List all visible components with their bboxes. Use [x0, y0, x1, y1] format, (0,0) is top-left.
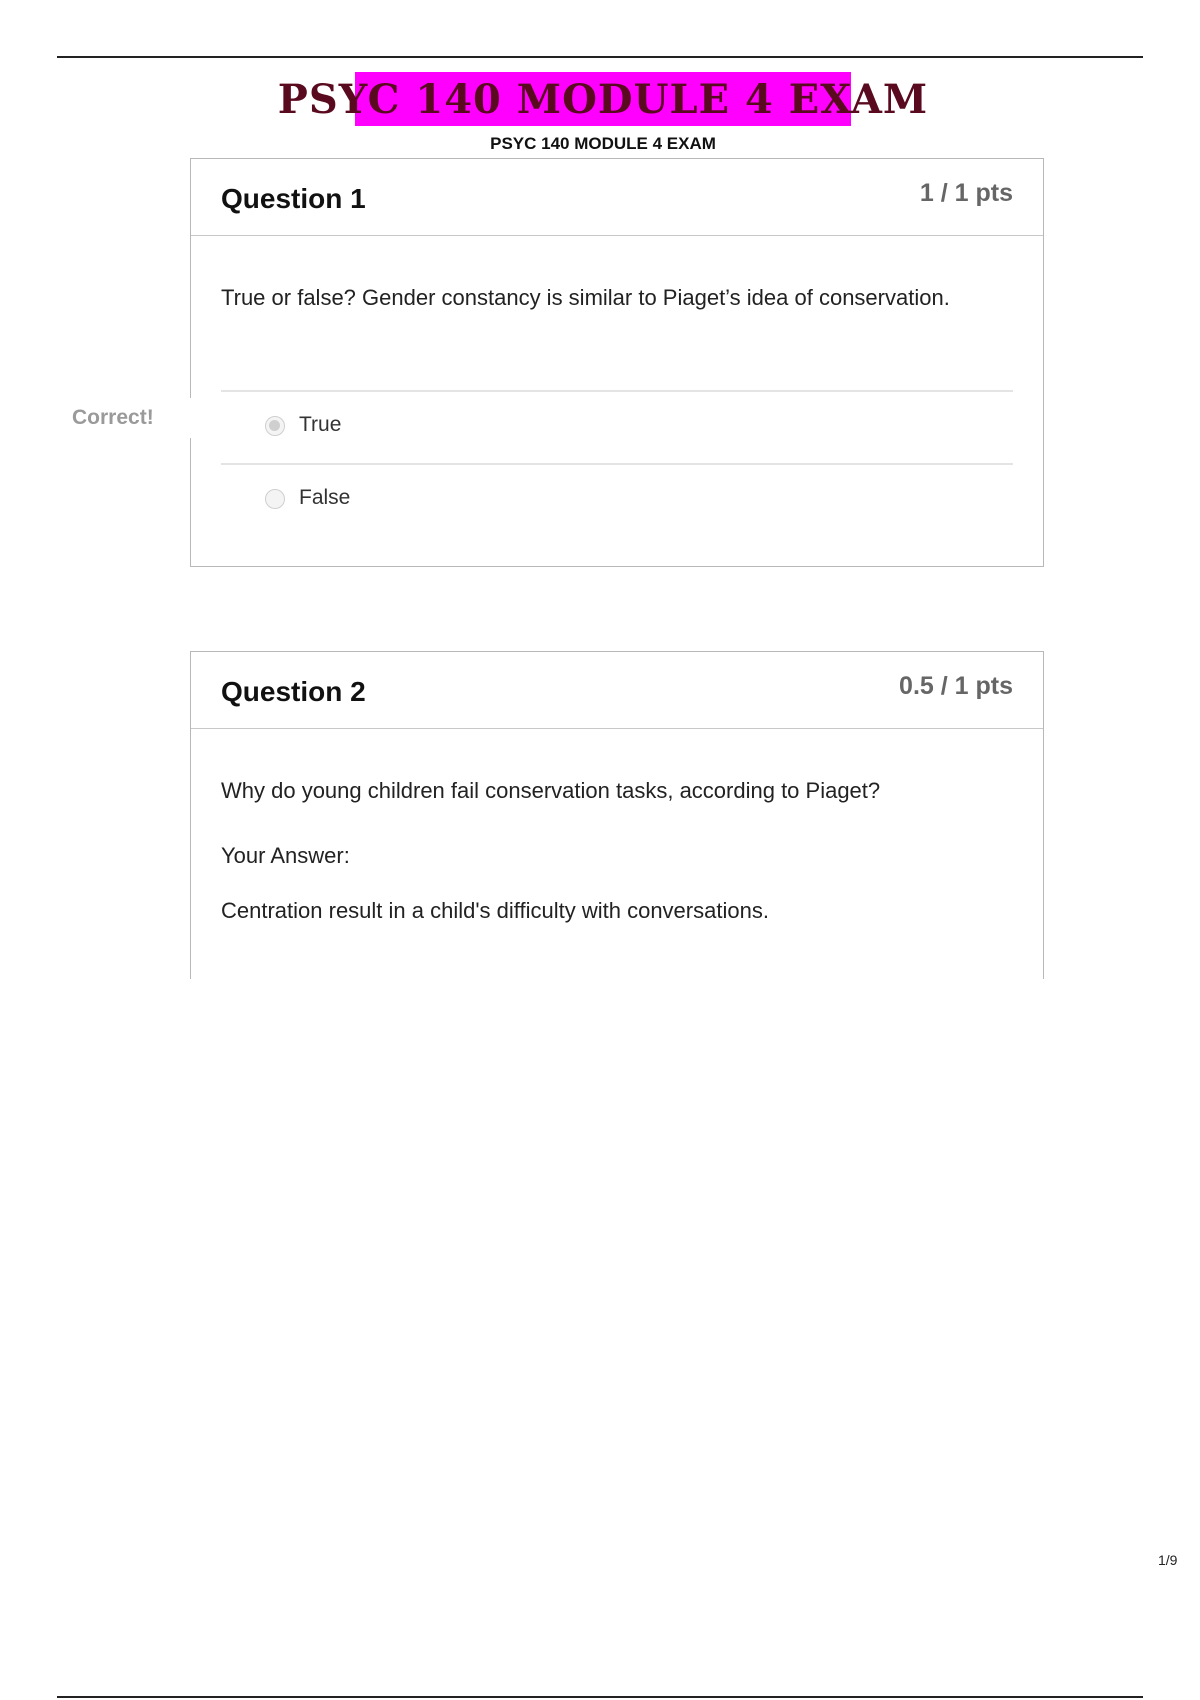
bottom-rule: [57, 1696, 1143, 1698]
radio-selected-icon[interactable]: [265, 416, 285, 436]
radio-unselected-icon[interactable]: [265, 489, 285, 509]
question-title: Question 1: [221, 183, 366, 214]
page-subtitle: PSYC 140 MODULE 4 EXAM: [490, 134, 716, 153]
question-title: Question 2: [221, 676, 366, 707]
question-text: Why do young children fail conservation tasks, according to Piaget?: [221, 778, 881, 803]
answer-option-true[interactable]: [221, 391, 1013, 463]
question-points: 1 / 1 pts: [919, 179, 1013, 207]
exam-banner: [277, 72, 929, 126]
page-number: 1/9: [1158, 1552, 1178, 1568]
answer-label: True: [299, 413, 342, 436]
answer-option-false[interactable]: [221, 464, 1013, 536]
question-header: [191, 159, 1043, 236]
question-text: True or false? Gender constancy is similar to Piaget’s idea of conservation.: [221, 285, 950, 310]
flag-notch: [186, 398, 194, 438]
question-header: [191, 652, 1043, 729]
banner-title: PSYC 140 MODULE 4 EXAM: [277, 75, 929, 123]
question-card-2: [190, 651, 1044, 979]
question-card-1: [190, 158, 1044, 567]
top-rule: [57, 56, 1143, 58]
answer-label: False: [299, 486, 351, 509]
question-points: 0.5 / 1 pts: [899, 672, 1013, 700]
your-answer-label: Your Answer:: [221, 843, 350, 868]
your-answer-text: Centration result in a child's difficulty with conversations.: [221, 898, 769, 923]
correct-flag: Correct!: [72, 406, 154, 429]
